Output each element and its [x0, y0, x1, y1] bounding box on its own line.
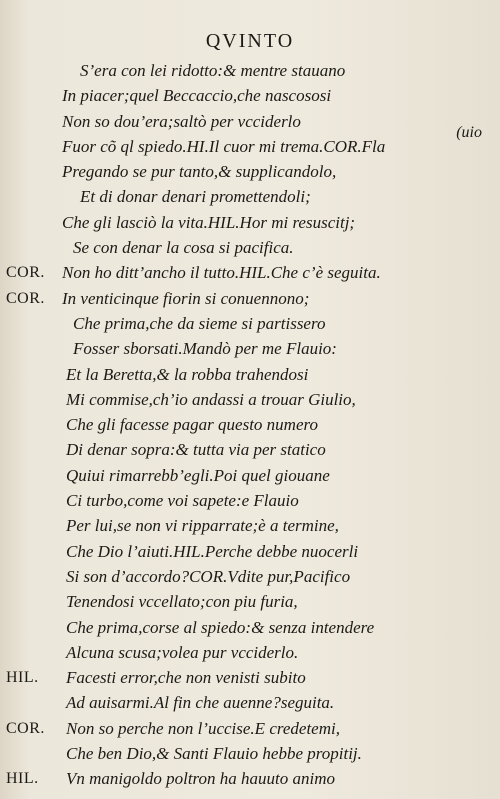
page-header: QVINTO [205, 30, 295, 52]
verse-line [0, 589, 500, 614]
verse-line [0, 412, 500, 437]
verse-text-line: Fosser sborsati.Mandò per me Flauio: [73, 339, 337, 359]
verse-line [0, 539, 500, 564]
verse-text-line: Per lui,se non vi ripparrate;è a termine, [66, 516, 339, 536]
verse-text-line: Che Dio l’aiuti.HIL.Perche debbe nuocerli [66, 541, 359, 561]
verse-line [0, 741, 500, 766]
verse-text-line: S’era con lei ridotto:& mentre stauano [80, 61, 346, 80]
verse-text-line: Pregando se pur tanto,& supplicandolo, [62, 162, 337, 182]
verse-text-line: Si son d’accordo?COR.Vdite pur,Pacifico [66, 566, 351, 586]
verse-line [0, 184, 500, 209]
verse-text-line: Che prima,corse al spiedo:& senza intendere [66, 617, 375, 637]
verse-text-line: Non ho ditt’ancho il tutto.HIL.Che c’è seguita. [62, 263, 381, 283]
verse-text-line: Che gli facesse pagar questo numero [66, 415, 318, 435]
verse-text-line: Non so perche non l’uccise.E credetemi, [66, 718, 340, 738]
verse-line [0, 336, 500, 361]
verse-text-line: Mi commise,ch’io andassi a trouar Giulio, [66, 389, 356, 409]
verse-text-line: In piacer;quel Beccaccio,che nascososi [62, 86, 332, 106]
verse-text-line: Che prima,che da sieme si partissero [73, 313, 326, 333]
verse-line [0, 235, 500, 260]
verse-text-line: Fuor cõ ql spiedo.HI.Il cuor mi trema.COR.Fla [62, 136, 386, 156]
speaker-label: HIL. [6, 770, 39, 788]
verse-line [0, 260, 500, 285]
verse-line [0, 716, 500, 741]
verse-line [0, 311, 500, 336]
verse-text-line: Non so dou’era;saltò per vcciderlo [62, 111, 301, 131]
verse-line [0, 210, 500, 235]
verse-line [0, 513, 500, 538]
verse-line [0, 123, 500, 159]
verse-line [0, 109, 500, 134]
verse-line [0, 665, 500, 690]
speaker-label: COR. [6, 289, 45, 307]
verse-text [0, 58, 500, 792]
verse-line [0, 83, 500, 108]
verse-text-line: Ci turbo,come voi sapete:e Flauio [66, 491, 299, 511]
verse-text-line: Di denar sopra:& tutta via per statico [66, 440, 326, 460]
speaker-label: HIL. [6, 669, 39, 687]
verse-text-line: Alcuna scusa;volea pur vcciderlo. [66, 642, 299, 662]
verse-line [0, 690, 500, 715]
verse-line [0, 640, 500, 665]
overflow-word: (uio [456, 123, 482, 141]
verse-text-line: Che gli lasciò la vita.HIL.Hor mi resuscitj; [62, 212, 356, 232]
verse-line [0, 615, 500, 640]
verse-line [0, 387, 500, 412]
verse-line [0, 766, 500, 791]
verse-text-line: Che ben Dio,& Santi Flauio hebbe propitij. [66, 744, 362, 764]
verse-line [0, 58, 500, 83]
verse-text-line: Tenendosi vccellato;con piu furia, [66, 592, 298, 612]
verse-line [0, 159, 500, 184]
verse-text-line: Ad auisarmi.Al fin che auenne?seguita. [66, 693, 335, 713]
verse-text-line: Et di donar denari promettendoli; [80, 187, 311, 207]
verse-text-line: Et la Beretta,& la robba trahendosi [66, 364, 309, 384]
verse-text-line: Facesti error,che non venisti subito [66, 668, 306, 688]
verse-text-line: Vn manigoldo poltron ha hauuto animo [66, 769, 336, 789]
verse-text-line: Quiui rimarrebb’egli.Poi quel giouane [66, 465, 330, 485]
verse-text-line: Se con denar la cosa si pacifica. [73, 238, 294, 258]
verse-line [0, 488, 500, 513]
verse-line [0, 463, 500, 488]
verse-line [0, 286, 500, 311]
verse-line [0, 362, 500, 387]
verse-line [0, 564, 500, 589]
speaker-label: COR. [6, 264, 45, 282]
speaker-label: COR. [6, 719, 45, 737]
verse-text-line: In venticinque fiorin si conuennono; [62, 288, 310, 308]
verse-line [0, 437, 500, 462]
